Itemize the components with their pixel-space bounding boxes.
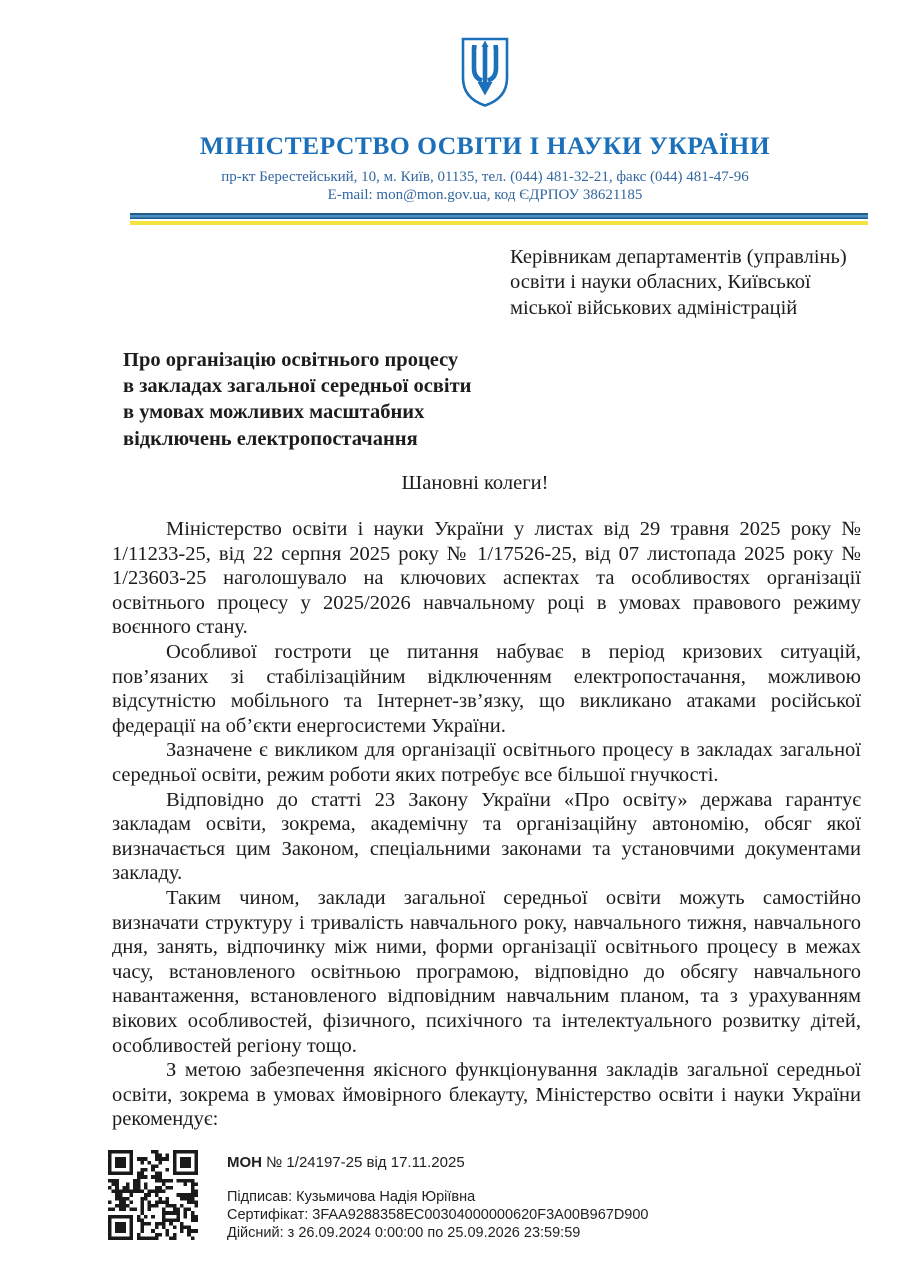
letterhead bbox=[90, 0, 880, 204]
signer-line: Підписав: Кузьмичова Надія Юріївна bbox=[227, 1189, 476, 1205]
addressee-line: Керівникам департаментів (управлінь) bbox=[510, 246, 847, 268]
divider-yellow-stripe bbox=[130, 221, 868, 225]
addressee-line: міської військових адміністрацій bbox=[510, 296, 798, 319]
letter-body bbox=[112, 517, 861, 1132]
certificate-line: Сертифікат: 3FAA9288358EC00304000000620F3A00B967D900 bbox=[227, 1207, 649, 1223]
validity-line: Дійсний: з 26.09.2024 0:00:00 по 25.09.2026 23:59:59 bbox=[227, 1225, 581, 1241]
subject-line: в умовах можливих масштабних bbox=[123, 401, 425, 424]
subject-line: відключень електропостачання bbox=[123, 427, 418, 450]
addressee-block bbox=[510, 245, 866, 321]
signature-stamp bbox=[108, 1150, 648, 1242]
addressee-line: освіти і науки обласних, Київської bbox=[510, 271, 811, 294]
body-paragraph: Зазначене є викликом для організації освітнього процесу в закладах загальної середньої освіти, режим роботи яких потребує все більшої гнучкості. bbox=[112, 739, 861, 787]
body-paragraph: Міністерство освіти і науки України у листах від 29 травня 2025 року № 1/11233-25, від 22 серпня 2025 року № 1/17526-25, від 07 листопада 2025 року № 1/23603-25 наголошувало на ключових аспектах та особливостях організації освітнього процесу у 2025/2026 навчальному році в умовах правового режиму воєнного стану. bbox=[112, 518, 861, 639]
subject-block bbox=[123, 347, 593, 452]
greeting: Шановні колеги! bbox=[401, 472, 549, 495]
ministry-email: E-mail: mon@mon.gov.ua, код ЄДРПОУ 38621185 bbox=[327, 187, 643, 203]
subject-line: в закладах загальної середньої освіти bbox=[123, 375, 472, 398]
ukraine-trident-emblem bbox=[459, 36, 511, 108]
ministry-address: пр-кт Берестейський, 10, м. Київ, 01135, тел. (044) 481-32-21, факс (044) 481-47-96 bbox=[221, 169, 749, 185]
ministry-name: МІНІСТЕРСТВО ОСВІТИ І НАУКИ УКРАЇНИ bbox=[199, 131, 771, 160]
qr-code-icon bbox=[108, 1150, 198, 1240]
body-paragraph: Таким чином, заклади загальної середньої освіти можуть самостійно визначати структуру і тривалість навчального року, навчального тижня, навчального дня, занять, відпочинку між ними, форми організації освітнього процесу в межах часу, встановленого освітньою програмою, відповідно до обсягу навчального навантаження, встановленого відповідним навчальним планом, та з урахуванням вікових особливостей, фізичного, психічного та інтелектуального розвитку дітей, особливостей регіону тощо. bbox=[112, 886, 861, 1057]
stamp-text bbox=[227, 1150, 648, 1242]
flag-divider bbox=[130, 213, 868, 225]
body-paragraph: Відповідно до статті 23 Закону України «Про освіту» держава гарантує закладам освіти, зокрема, академічну та організаційну автономію, обсяг якої визначається цим Законом, спеціальними законами та установчими документами закладу. bbox=[112, 788, 861, 885]
doc-number-text: № 1/24197-25 від 17.11.2025 bbox=[266, 1154, 465, 1171]
body-paragraph: З метою забезпечення якісного функціонування закладів загальної середньої освіти, зокрема в умовах ймовірного блекауту, Міністерство освіти і науки України рекомендує: bbox=[112, 1059, 861, 1131]
subject-line: Про організацію освітнього процесу bbox=[123, 348, 459, 371]
document-number bbox=[227, 1154, 648, 1171]
org-abbr: МОН bbox=[227, 1154, 262, 1171]
body-paragraph: Особливої гостроти це питання набуває в період кризових ситуацій, пов’язаних зі стабілізаційним відключенням електропостачання, можливою відсутністю мобільного та Інтернет-зв’язку, що викликано атаками російської федерації на об’єкти енергосистеми України. bbox=[112, 641, 861, 737]
